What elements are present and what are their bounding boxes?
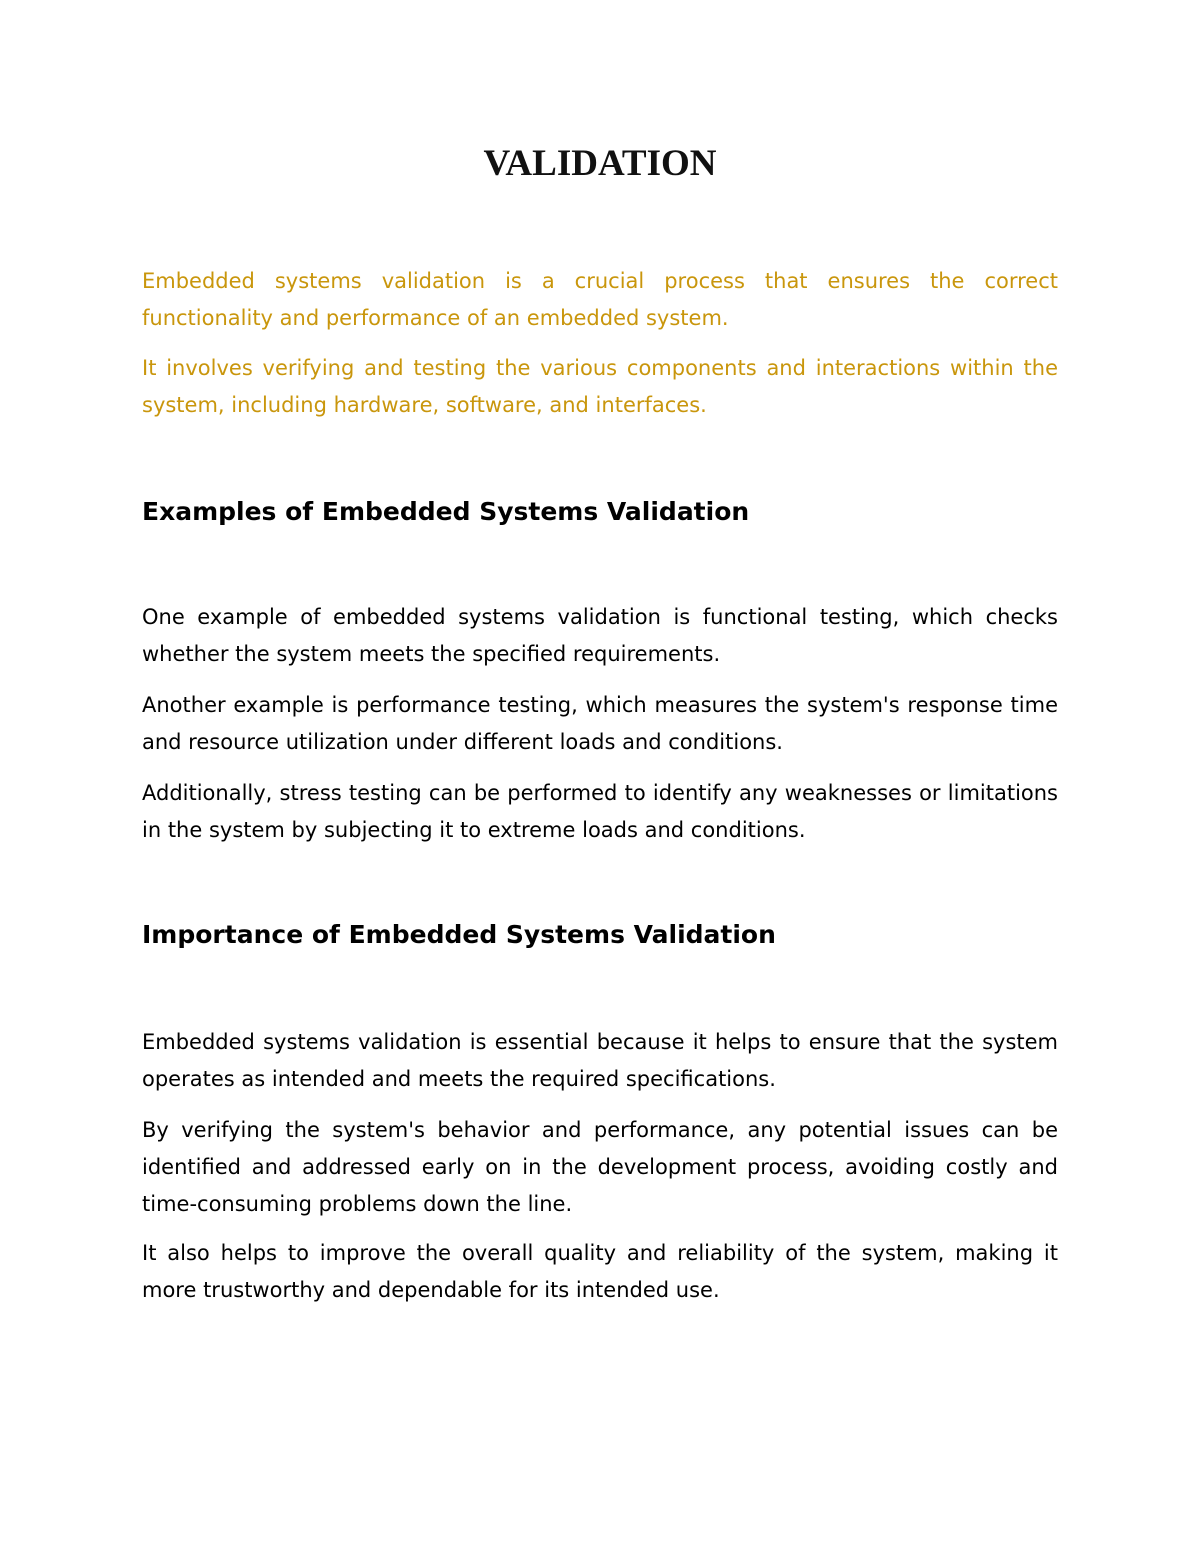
- section-heading-examples: Examples of Embedded Systems Validation: [142, 497, 750, 526]
- importance-paragraph: It also helps to improve the overall quality and reliability of the system, making it more trustworthy and dependable for its intended use.: [142, 1241, 1058, 1302]
- importance-paragraph: By verifying the system's behavior and performance, any potential issues can be identified and addressed early on in the development process, avoiding costly and time-consuming problems down the line.: [142, 1118, 1058, 1216]
- examples-paragraph: Additionally, stress testing can be performed to identify any weaknesses or limitations in the system by subjecting it to extreme loads and conditions.: [142, 781, 1058, 842]
- document-title: VALIDATION: [483, 143, 717, 184]
- examples-paragraph: Another example is performance testing, which measures the system's response time and resource utilization under different loads and conditions.: [142, 693, 1058, 754]
- intro-paragraph: It involves verifying and testing the various components and interactions within the system, including hardware, software, and interfaces.: [142, 356, 1058, 417]
- examples-paragraph: One example of embedded systems validation is functional testing, which checks whether the system meets the specified requirements.: [142, 605, 1058, 666]
- section-heading-importance: Importance of Embedded Systems Validation: [142, 920, 776, 949]
- importance-paragraph: Embedded systems validation is essential because it helps to ensure that the system operates as intended and meets the required specifications.: [142, 1030, 1058, 1091]
- intro-paragraph: Embedded systems validation is a crucial process that ensures the correct functionality and performance of an embedded system.: [142, 269, 1058, 330]
